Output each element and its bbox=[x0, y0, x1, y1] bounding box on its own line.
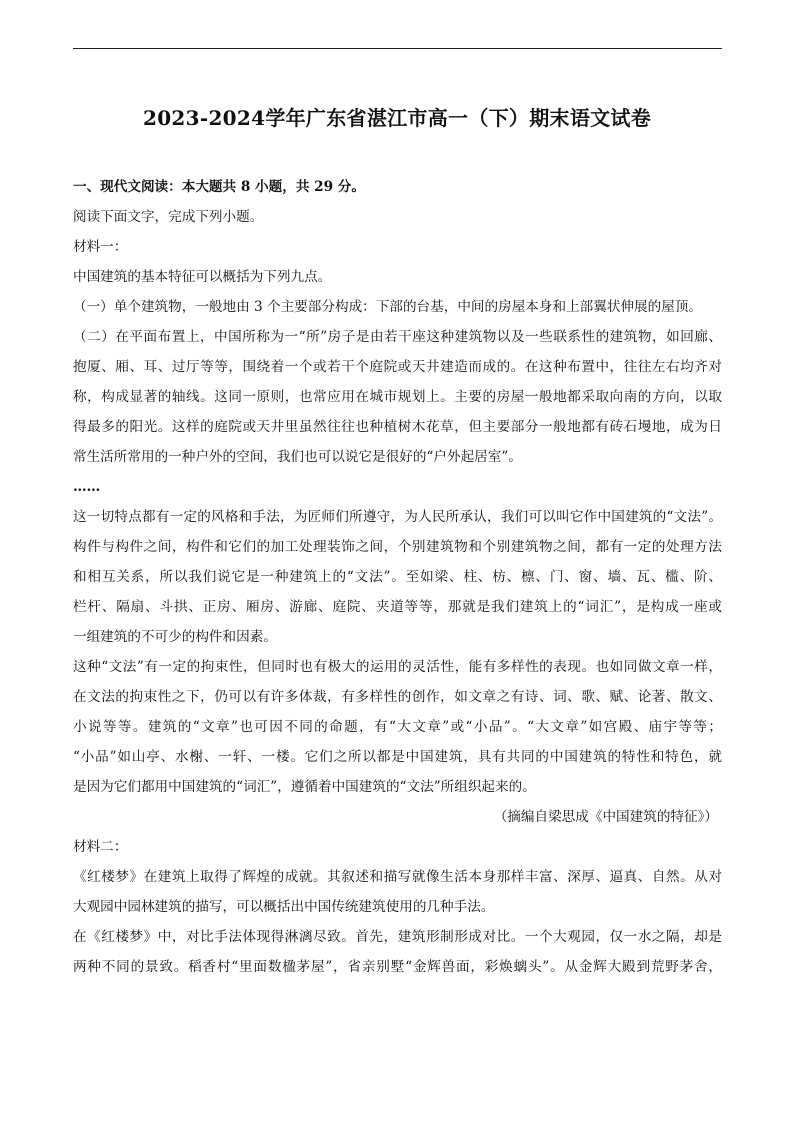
paragraph-line: 这种“文法”有一定的拘束性，但同时也有极大的运用的灵活性，能有多样性的表现。也如同做文章一样， bbox=[73, 659, 722, 675]
paragraph-line: 是因为它们都用中国建筑的“词汇”，遵循着中国建筑的“文法”所组织起来的。 bbox=[73, 779, 536, 795]
material-two-label: 材料二： bbox=[73, 839, 128, 855]
paragraph-line: 称，构成显著的轴线。这同一原则，也常应用在城市规划上。主要的房屋一般地都采取向南的方向，以取 bbox=[73, 389, 722, 405]
paragraph-line: 大观园中园林建筑的描写，可以概括出中国传统建筑使用的几种手法。 bbox=[73, 899, 495, 915]
document-body bbox=[73, 172, 722, 982]
page-title: 2023-2024学年广东省湛江市高一（下）期末语文试卷 bbox=[142, 106, 652, 130]
paragraph-line: 在文法的拘束性之下，仍可以有许多体裁，有多样性的创作，如文章之有诗、词、歌、赋、论著、散文、 bbox=[73, 689, 722, 705]
paragraph-line: （二）在平面布置上，中国所称为一“所”房子是由若干座这种建筑物以及一些联系性的建筑物，如回廊、 bbox=[73, 329, 722, 345]
paragraph-line: “小品”如山亭、水榭、一轩、一楼。它们之所以都是中国建筑，具有共同的中国建筑的特性和特色，就 bbox=[73, 749, 722, 765]
paragraph-line: 得最多的阳光。这样的庭院或天井里虽然往往也种植树木花草，但主要部分一般地都有砖石墁地，成为日 bbox=[73, 419, 722, 435]
instruction-text: 阅读下面文字，完成下列小题。 bbox=[73, 209, 264, 225]
paragraph-line: 在《红楼梦》中，对比手法体现得淋漓尽致。首先，建筑形制形成对比。一个大观园，仅一水之隔，却是 bbox=[73, 929, 722, 945]
paragraph-line: 一组建筑的不可少的构件和因素。 bbox=[73, 629, 277, 645]
material-one-label: 材料一： bbox=[73, 239, 128, 255]
paragraph-line: 常生活所常用的一种户外的空间，我们也可以说它是很好的“户外起居室”。 bbox=[73, 449, 522, 465]
paragraph-line: 中国建筑的基本特征可以概括为下列九点。 bbox=[73, 269, 332, 285]
header-rule bbox=[73, 48, 722, 49]
paragraph-line: 两种不同的景致。稻香村“里面数楹茅屋”，省亲别墅“金辉兽面，彩焕螭头”。从金辉大殿到荒野茅舍， bbox=[73, 959, 722, 975]
paragraph-line: 和相互关系，所以我们说它是一种建筑上的“文法”。至如梁、柱、枋、檩、门、窗、墙、瓦、槛、阶、 bbox=[73, 569, 722, 585]
paragraph-line: 栏杆、隔扇、斗拱、正房、厢房、游廊、庭院、夹道等等，那就是我们建筑上的“词汇”，是构成一座或 bbox=[73, 599, 722, 615]
paragraph-line: 这一切特点都有一定的风格和手法，为匠师们所遵守，为人民所承认，我们可以叫它作中国建筑的“文法”。 bbox=[73, 509, 722, 525]
ellipsis-line: …… bbox=[73, 479, 101, 495]
source-citation: （摘编自梁思成《中国建筑的特征》） bbox=[493, 809, 718, 825]
paragraph-line: 《红楼梦》在建筑上取得了辉煌的成就。其叙述和描写就像生活本身那样丰富、深厚、逼真、自然。从对 bbox=[73, 869, 722, 885]
paragraph-line: （一）单个建筑物，一般地由 3 个主要部分构成：下部的台基，中间的房屋本身和上部翼状伸展的屋顶。 bbox=[73, 299, 703, 315]
paragraph-line: 构件与构件之间，构件和它们的加工处理装饰之间，个别建筑物和个别建筑物之间，都有一定的处理方法 bbox=[73, 539, 722, 555]
paragraph-line: 小说等等。建筑的“文章”也可因不同的命题，有“大文章”或“小品”。“大文章”如宫殿、庙宇等等； bbox=[73, 719, 722, 735]
section-heading: 一、现代文阅读：本大题共 8 小题，共 29 分。 bbox=[73, 179, 365, 195]
paragraph-line: 抱厦、厢、耳、过厅等等，围绕着一个或若干个庭院或天井建造而成的。在这种布置中，往往左右均齐对 bbox=[73, 359, 722, 375]
